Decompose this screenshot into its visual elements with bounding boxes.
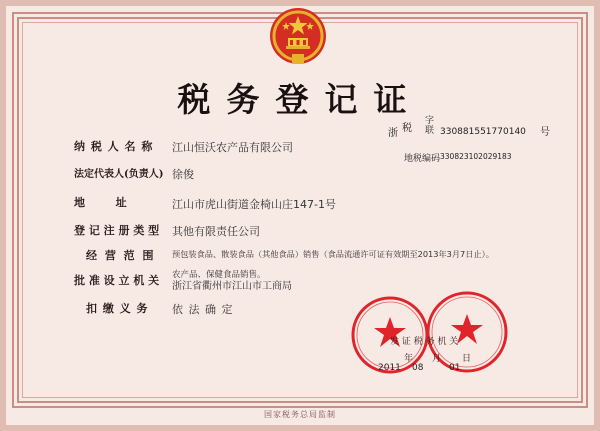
issuer-label: 发 证 税 务 机 关 [390, 337, 459, 347]
date-month: 08 [412, 363, 424, 373]
reg-type-label: 登 记 注 册 类 型 [74, 224, 160, 237]
land-tax-code: 330823102029183 [440, 152, 512, 161]
tax-word-mid: 税 [402, 123, 412, 134]
approval: 浙江省衢州市江山市工商局 [172, 281, 292, 292]
tax-number: 330881551770140 [440, 127, 526, 137]
scope-line-1: 预包装食品、散装食品（其他食品）销售（食品流通许可证有效期至2013年3月7日止）。 [172, 249, 494, 259]
date-year-char: 年 [404, 354, 414, 364]
address: 江山市虎山街道金椅山庄147-1号 [172, 198, 336, 211]
tax-registration-label: 联 [425, 126, 435, 136]
date-year: 2011 [378, 363, 401, 373]
withholding: 依 法 确 定 [172, 303, 234, 316]
taxpayer-name: 江山恒沃农产品有限公司 [172, 141, 293, 154]
national-emblem-icon [266, 6, 330, 66]
address-label: 地 址 [74, 196, 127, 209]
scope-line-2: 农产品、保健食品销售。 [172, 270, 266, 280]
tax-word-char: 字 [425, 116, 435, 126]
reg-type: 其他有限责任公司 [172, 225, 260, 238]
approval-label: 批 准 设 立 机 关 [74, 274, 160, 287]
taxpayer-name-label: 纳 税 人 名 称 [74, 140, 154, 153]
land-tax-label: 地税编码 [404, 154, 441, 164]
certificate-title: 税务登记证 [177, 80, 423, 119]
tax-word-prefix: 浙 [388, 128, 398, 139]
date-day: 01 [449, 363, 461, 373]
scope-label: 经 营 范 围 [86, 249, 156, 262]
legal-rep-label: 法定代表人(负责人) [74, 169, 164, 180]
number-suffix: 号 [540, 127, 550, 138]
footer-supervision: 国家税务总局监制 [264, 410, 336, 419]
date-month-char: 月 [432, 354, 442, 364]
legal-rep: 徐俊 [172, 168, 194, 181]
withholding-label: 扣 缴 义 务 [86, 302, 149, 315]
date-day-char: 日 [462, 354, 472, 364]
